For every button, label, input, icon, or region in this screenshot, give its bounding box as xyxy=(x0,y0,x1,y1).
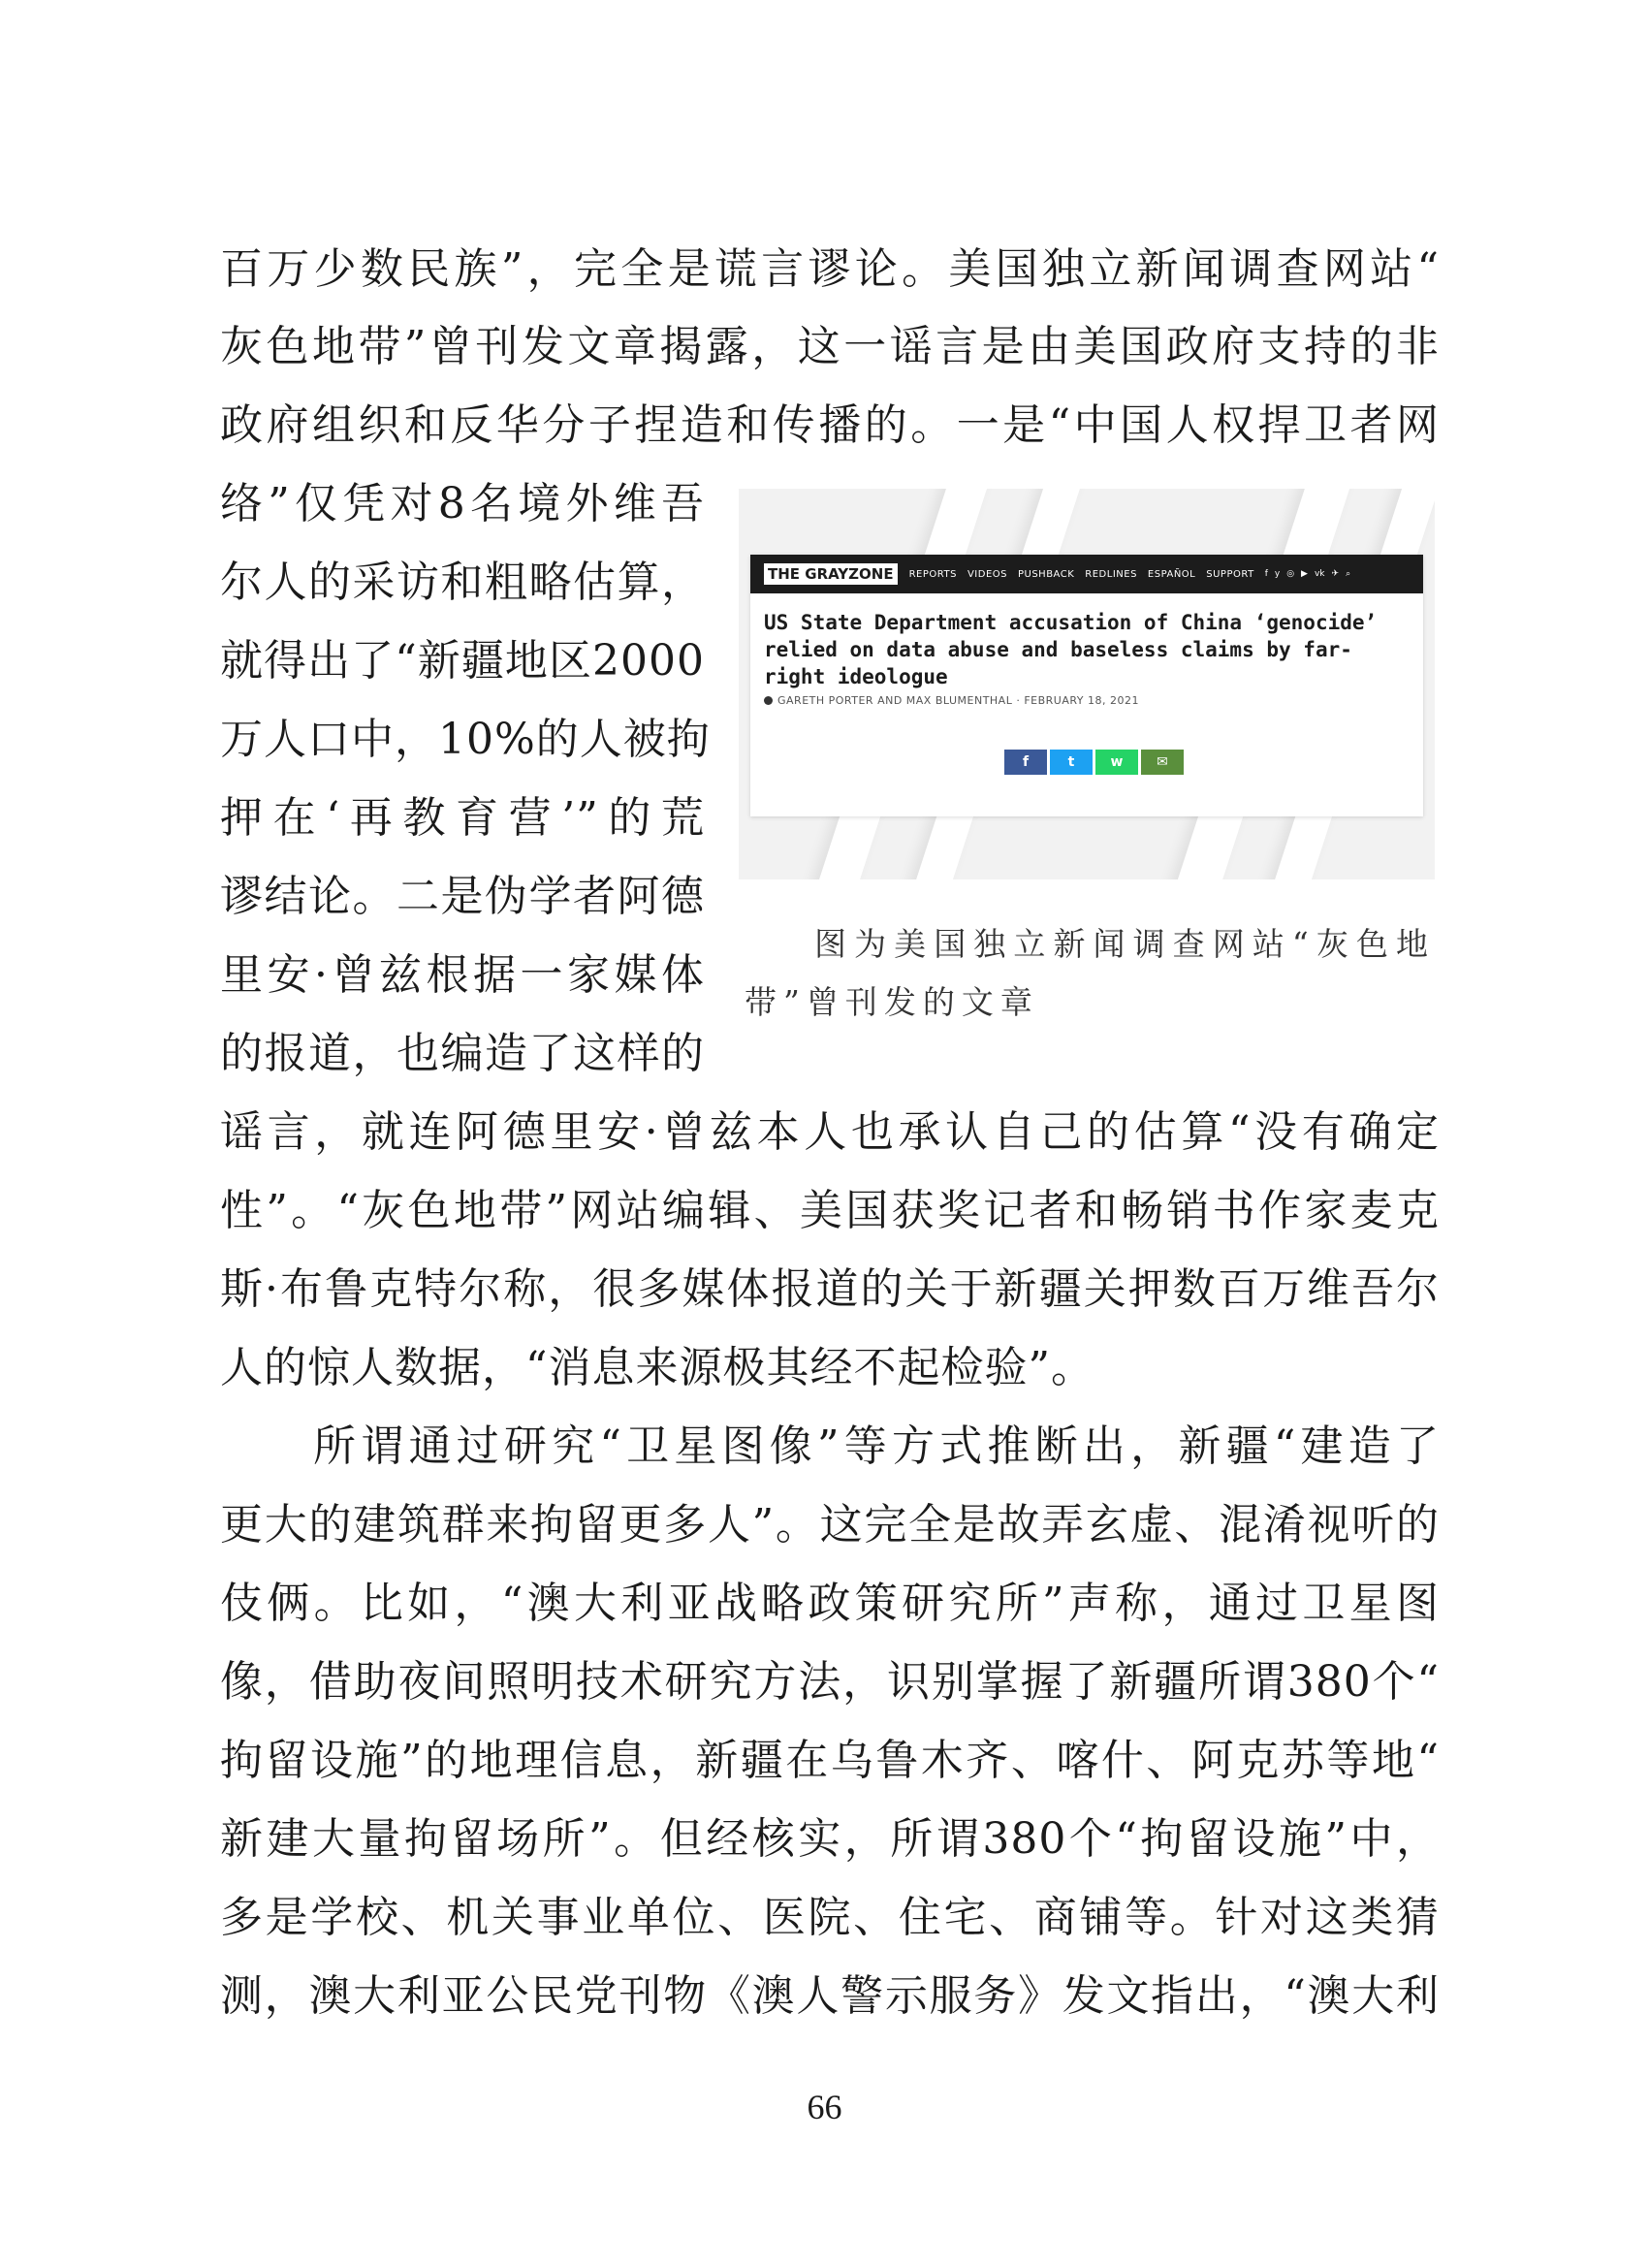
article-screenshot-figure xyxy=(739,489,1435,879)
search-icon: ⌕ xyxy=(1346,569,1351,579)
instagram-icon: ◎ xyxy=(1286,569,1295,579)
email-share-icon: ✉ xyxy=(1141,750,1184,775)
text-line: 谬结论。二是伪学者阿德 xyxy=(220,872,705,921)
figure-caption-line: 带”曾刊发的文章 xyxy=(745,983,1039,1021)
nav-links xyxy=(909,569,1265,580)
youtube-icon: ▶ xyxy=(1301,569,1308,579)
social-icons xyxy=(1265,569,1357,579)
text-line: 斯·布鲁克特尔称，很多媒体报道的关于新疆关押数百万维吾尔 xyxy=(220,1264,1440,1314)
nav-link-videos: VIDEOS xyxy=(967,568,1007,580)
text-line: 伎俩。比如，“澳大利亚战略政策研究所”声称，通过卫星图 xyxy=(220,1579,1440,1628)
text-line: 万人口中，10%的人被拘 xyxy=(220,715,711,764)
text-line: 更大的建筑群来拘留更多人”。这完全是故弄玄虚、混淆视听的 xyxy=(220,1500,1440,1549)
text-line: 的报道，也编造了这样的 xyxy=(220,1029,705,1078)
text-line: 新建大量拘留场所”。但经核实，所谓380个“拘留设施”中， xyxy=(220,1814,1440,1864)
text-line: 人的惊人数据，“消息来源极其经不起检验”。 xyxy=(220,1343,1094,1392)
author-avatar-icon xyxy=(764,696,773,705)
text-line: 拘留设施”的地理信息，新疆在乌鲁木齐、喀什、阿克苏等地“ xyxy=(220,1736,1440,1785)
figure-caption-line: 图为美国独立新闻调查网站“灰色地 xyxy=(814,925,1435,963)
text-line: 性”。“灰色地带”网站编辑、美国获奖记者和畅销书作家麦克 xyxy=(220,1186,1440,1235)
article-byline xyxy=(764,694,1139,707)
text-line: 测，澳大利亚公民党刊物《澳人警示服务》发文指出，“澳大利 xyxy=(220,1971,1440,2021)
share-buttons xyxy=(1004,750,1187,775)
facebook-share-icon: f xyxy=(1004,750,1047,775)
nav-link-redlines: REDLINES xyxy=(1085,568,1137,580)
site-logo: THE GRAYZONE xyxy=(764,563,898,585)
article-headline: US State Department accusation of China ‘genocide’ relied on data abuse and baseless claims by far-right ideologue xyxy=(764,611,1378,688)
page-number: 66 xyxy=(807,2088,842,2126)
text-line: 里安·曾兹根据一家媒体 xyxy=(220,950,705,1000)
text-line: 押在‘再教育营’”的荒 xyxy=(220,793,705,843)
twitter-share-icon: t xyxy=(1050,750,1093,775)
twitter-icon: y xyxy=(1274,569,1281,579)
text-line: 像，借助夜间照明技术研究方法，识别掌握了新疆所谓380个“ xyxy=(220,1657,1440,1707)
telegram-icon: ✈ xyxy=(1331,569,1340,579)
text-line: 谣言，就连阿德里安·曾兹本人也承认自己的估算“没有确定 xyxy=(220,1107,1440,1157)
nav-link-support: SUPPORT xyxy=(1206,568,1254,580)
text-line: 络”仅凭对8名境外维吾 xyxy=(220,479,705,528)
vk-icon: vk xyxy=(1314,569,1325,579)
site-navbar xyxy=(750,555,1423,593)
facebook-icon: f xyxy=(1264,569,1268,579)
nav-link-pushback: PUSHBACK xyxy=(1017,568,1075,580)
nav-link-espanol: ESPAÑOL xyxy=(1147,568,1196,580)
text-line: 政府组织和反华分子捏造和传播的。一是“中国人权捍卫者网 xyxy=(220,400,1440,450)
text-line: 就得出了“新疆地区2000 xyxy=(220,636,705,686)
text-line: 多是学校、机关事业单位、医院、住宅、商铺等。针对这类猜 xyxy=(220,1893,1440,1942)
nav-link-reports: REPORTS xyxy=(908,568,957,580)
whatsapp-share-icon: w xyxy=(1095,750,1138,775)
text-line: 百万少数民族”，完全是谎言谬论。美国独立新闻调查网站“ xyxy=(220,244,1440,294)
byline-text: GARETH PORTER AND MAX BLUMENTHAL · FEBRUARY 18, 2021 xyxy=(777,694,1140,707)
article-card xyxy=(750,555,1423,816)
text-line: 尔人的采访和粗略估算， xyxy=(220,558,705,607)
text-line: 所谓通过研究“卫星图像”等方式推断出，新疆“建造了 xyxy=(313,1421,1440,1471)
text-line: 灰色地带”曾刊发文章揭露，这一谣言是由美国政府支持的非 xyxy=(220,322,1440,371)
